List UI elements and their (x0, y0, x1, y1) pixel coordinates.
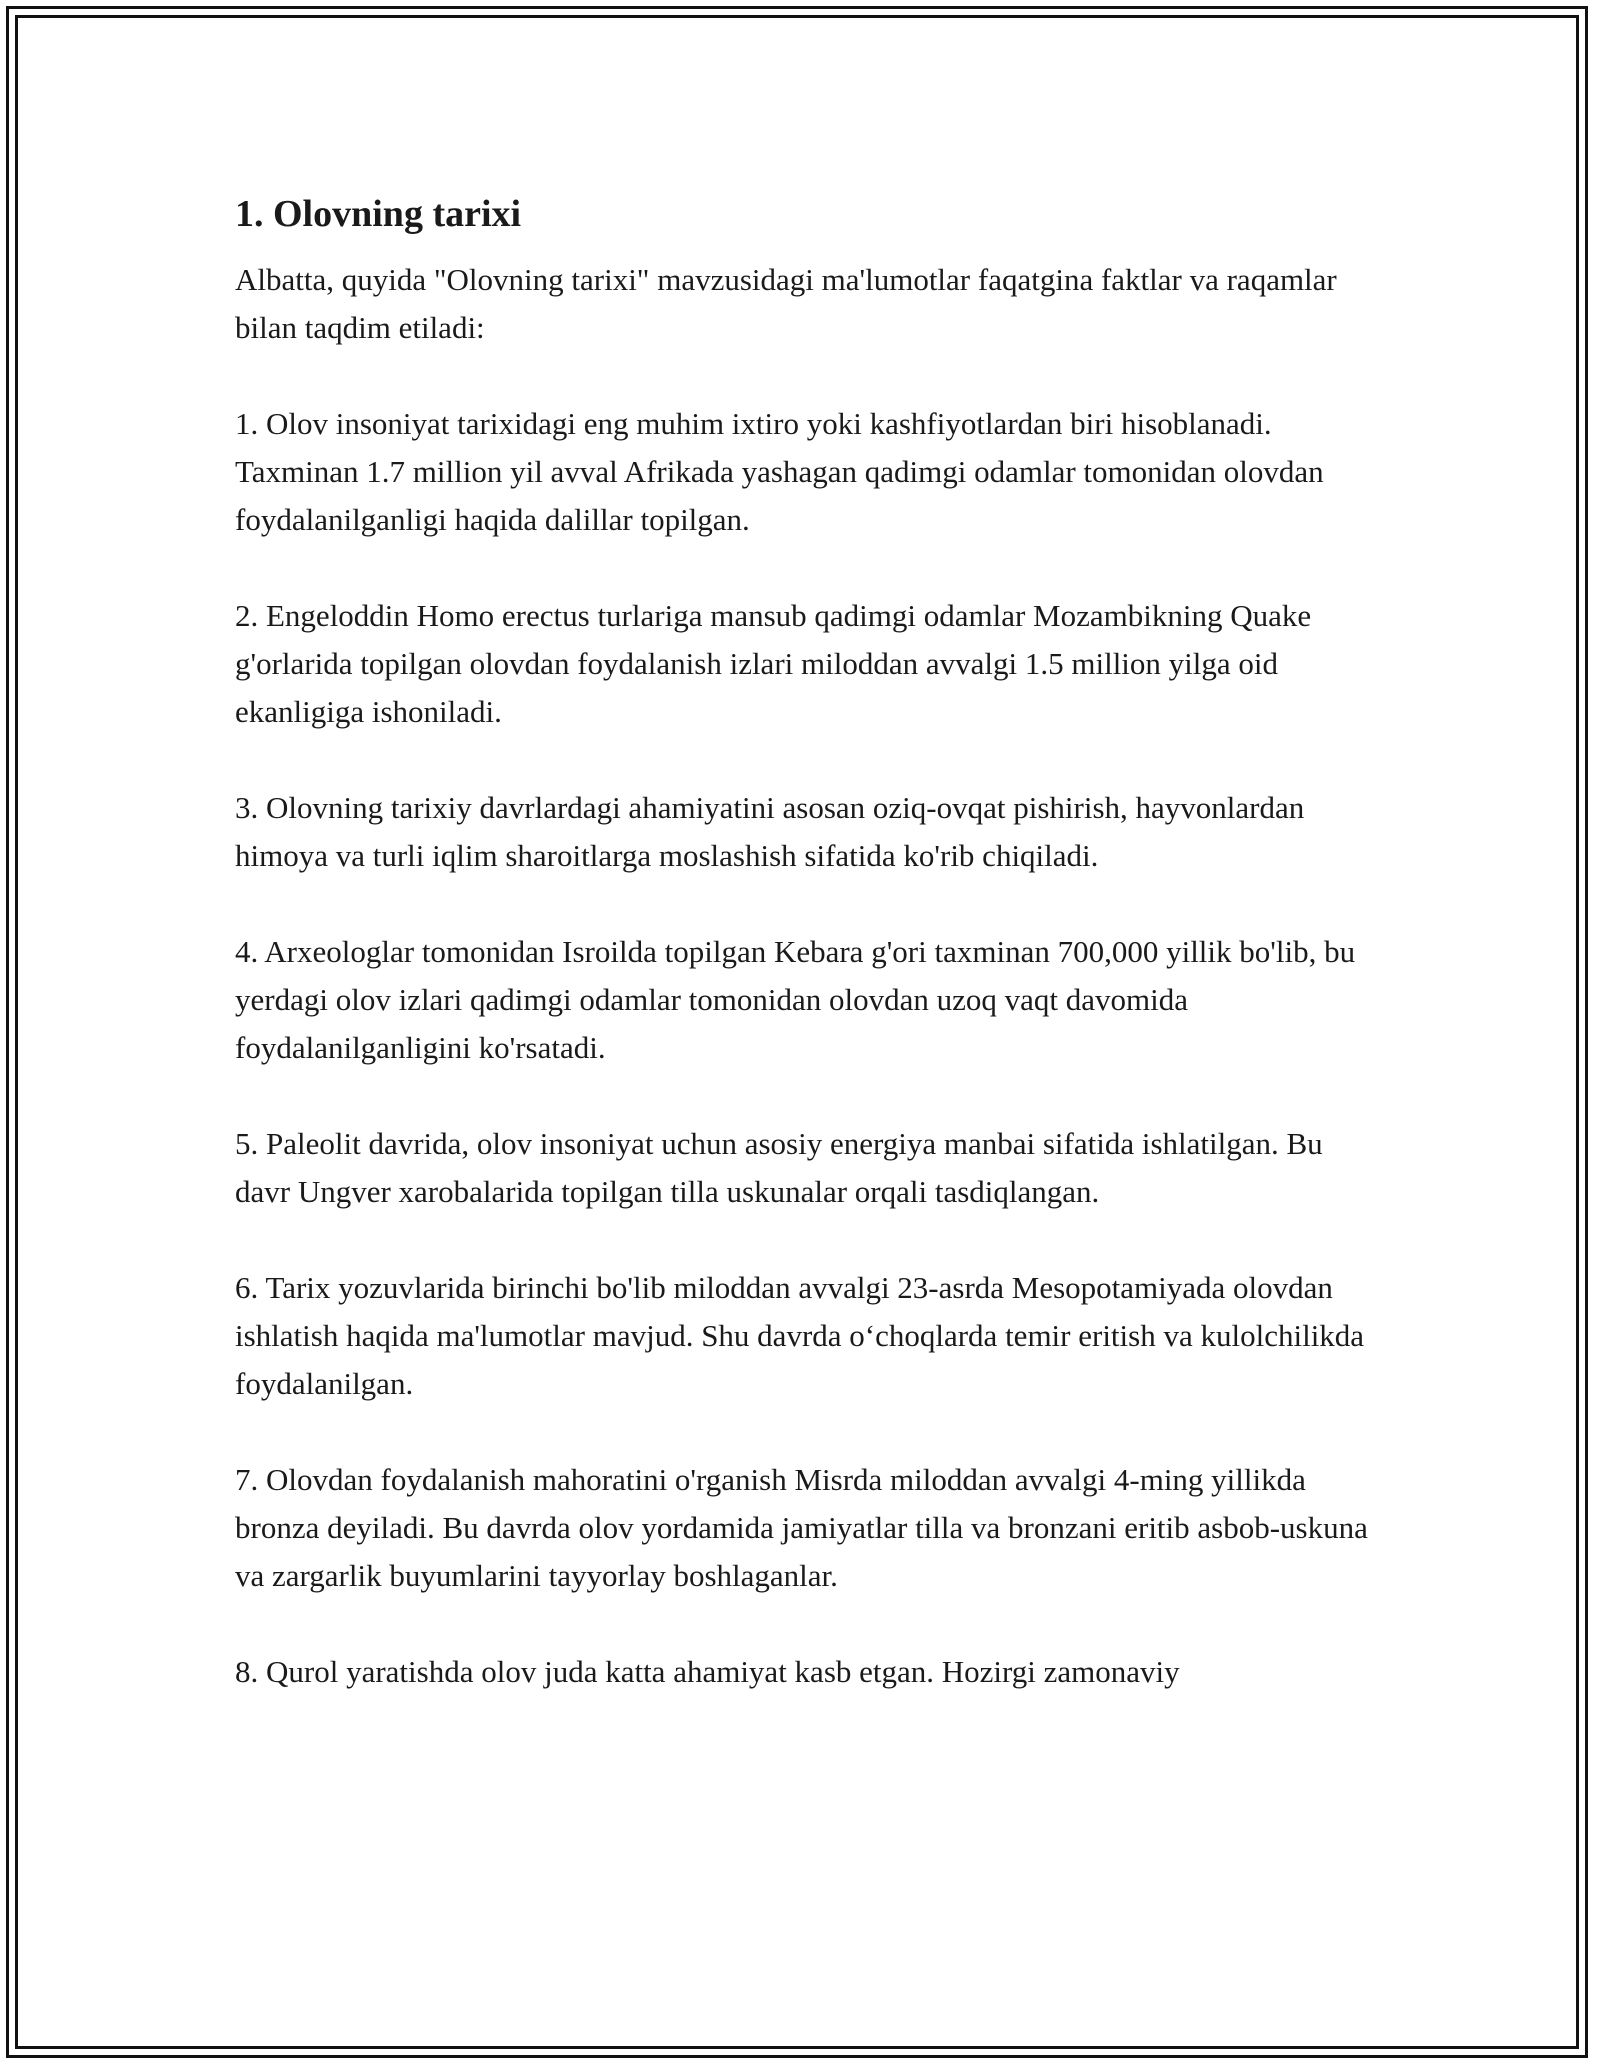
document-title: 1. Olovning tarixi (235, 193, 522, 235)
intro-paragraph: Albatta, quyida "Olovning tarixi" mavzusidagi ma'lumotlar faqatgina faktlar va raqamlar bilan taqdim etiladi: (235, 262, 1337, 345)
fact-item-7: 7. Olovdan foydalanish mahoratini o'rganish Misrda miloddan avvalgi 4-ming yillikda bronza deyiladi. Bu davrda olov yordamida jamiyatlar tilla va bronzani eritib asbob-uskuna va zargarlik buyumlarini tayyorlay boshlaganlar. (235, 1462, 1368, 1593)
fact-item-1: 1. Olov insoniyat tarixidagi eng muhim ixtiro yoki kashfiyotlardan biri hisoblanadi. Taxminan 1.7 million yil avval Afrikada yashagan qadimgi odamlar tomonidan olovdan foydalanilganligi haqida dalillar topilgan. (235, 406, 1324, 537)
fact-item-5: 5. Paleolit davrida, olov insoniyat uchun asosiy energiya manbai sifatida ishlatilgan. Bu davr Ungver xarobalarida topilgan tilla uskunalar orqali tasdiqlangan. (235, 1126, 1323, 1209)
fact-item-6: 6. Tarix yozuvlarida birinchi bo'lib miloddan avvalgi 23-asrda Mesopotamiyada olovdan ishlatish haqida ma'lumotlar mavjud. Shu davrda oʻchoqlarda temir eritish va kulolchilikda foydalanilgan. (235, 1270, 1365, 1401)
fact-item-8: 8. Qurol yaratishda olov juda katta ahamiyat kasb etgan. Hozirgi zamonaviy (235, 1654, 1180, 1689)
document-body (235, 188, 1375, 1696)
fact-item-4: 4. Arxeologlar tomonidan Isroilda topilgan Kebara g'ori taxminan 700,000 yillik bo'lib, bu yerdagi olov izlari qadimgi odamlar tomonidan olovdan uzoq vaqt davomida foydalanilganligini ko'rsatadi. (235, 934, 1356, 1065)
fact-item-3: 3. Olovning tarixiy davrlardagi ahamiyatini asosan oziq-ovqat pishirish, hayvonlardan himoya va turli iqlim sharoitlarga moslashish sifatida ko'rib chiqiladi. (235, 790, 1305, 873)
fact-item-2: 2. Engeloddin Homo erectus turlariga mansub qadimgi odamlar Mozambikning Quake g'orlarida topilgan olovdan foydalanish izlari miloddan avvalgi 1.5 million yilga oid ekanligiga ishoniladi. (235, 598, 1312, 729)
